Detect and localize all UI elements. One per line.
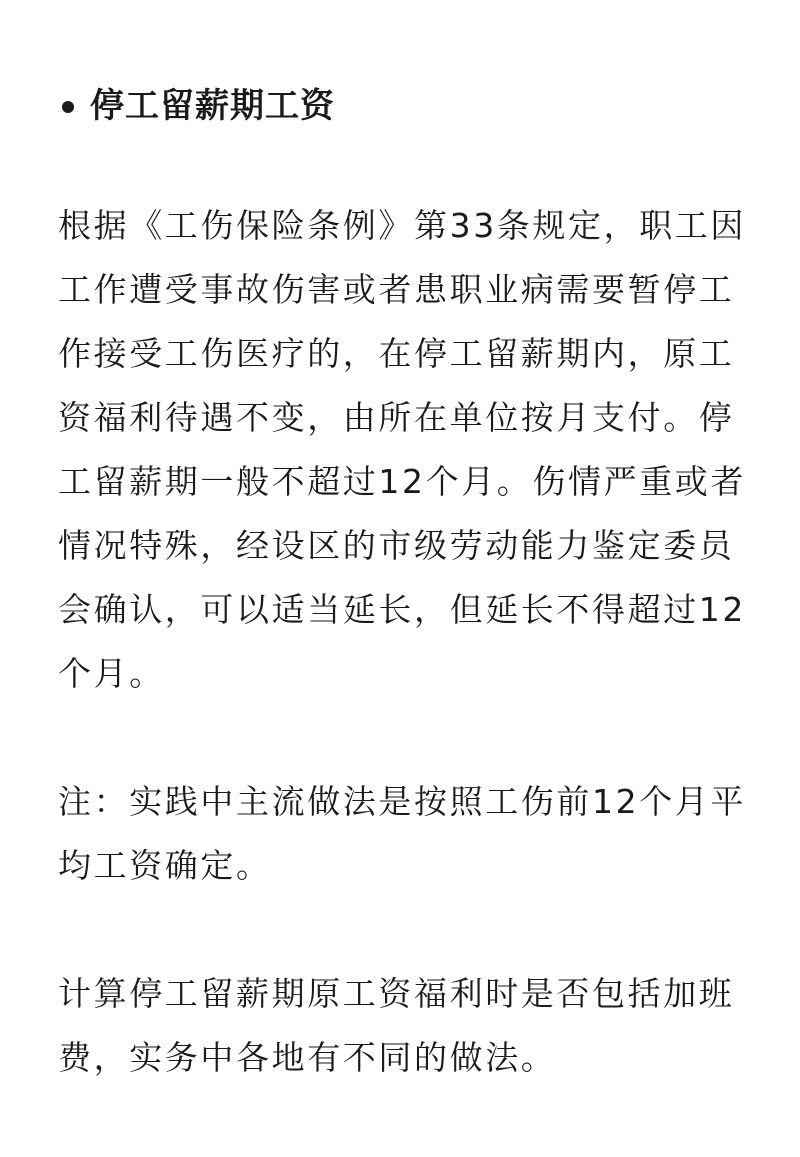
text-line: 个月。 [58,654,165,693]
text-line: 均工资确定。 [58,846,272,885]
text-line: 根据《工伤保险条例》第33条规定，职工因 [58,206,746,245]
text-line: 资福利待遇不变，由所在单位按月支付。停 [58,398,735,437]
section-heading [62,82,335,130]
text-line: 工留薪期一般不超过12个月。伤情严重或者 [58,462,746,501]
paragraph-regulation [58,194,758,706]
text-line: 工作遭受事故伤害或者患职业病需要暂停工 [58,270,735,309]
bullet-icon [62,101,74,113]
text-line: 注：实践中主流做法是按照工伤前12个月平 [58,782,746,821]
text-line: 情况特殊，经设区的市级劳动能力鉴定委员 [58,526,735,565]
text-line: 计算停工留薪期原工资福利时是否包括加班 [58,974,735,1013]
heading-title: 停工留薪期工资 [90,86,335,126]
text-line: 会确认，可以适当延长，但延长不得超过12 [58,590,746,629]
paragraph-note [58,770,758,898]
paragraph-overtime [58,962,758,1090]
text-line: 费，实务中各地有不同的做法。 [58,1038,557,1077]
text-line: 作接受工伤医疗的，在停工留薪期内，原工 [58,334,735,373]
